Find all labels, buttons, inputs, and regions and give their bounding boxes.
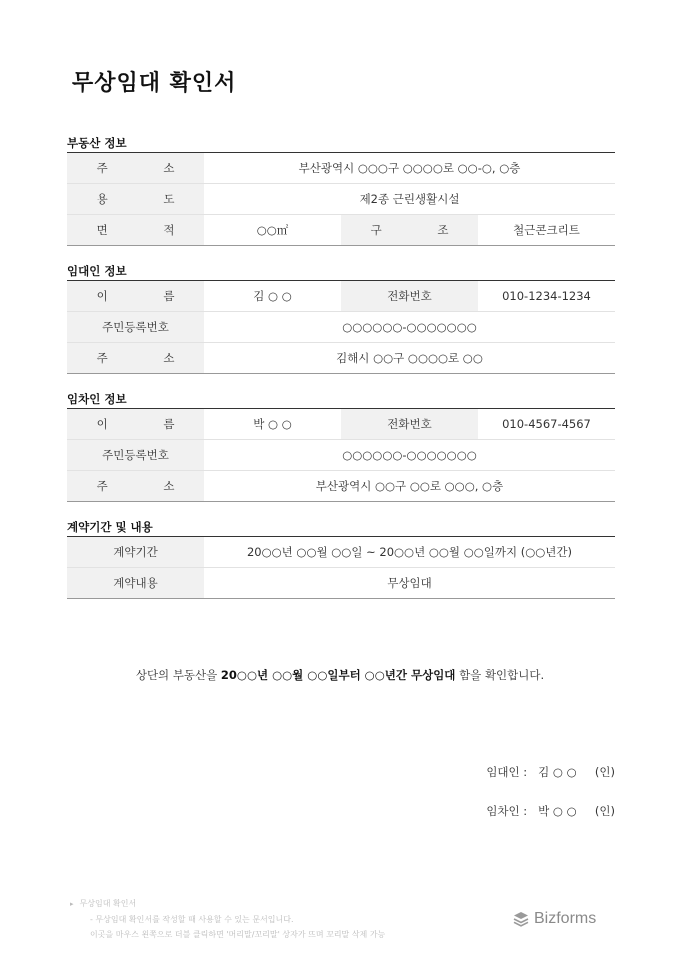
table-row <box>67 409 615 440</box>
confirmation-statement <box>0 667 680 683</box>
contract-table <box>67 536 615 599</box>
lessor-name-value: 김 ○ ○ <box>204 281 341 312</box>
lessee-address-label: 주 소 <box>67 471 204 502</box>
address-value: 부산광역시 ○○○구 ○○○○로 ○○-○, ○층 <box>204 153 615 184</box>
lessor-rrn-value: ○○○○○○-○○○○○○○ <box>204 312 615 343</box>
lessor-address-value: 김해시 ○○구 ○○○○로 ○○ <box>204 343 615 374</box>
lessee-section <box>67 390 615 502</box>
table-row <box>67 184 615 215</box>
lessee-name-value: 박 ○ ○ <box>204 409 341 440</box>
lessor-address-label: 주 소 <box>67 343 204 374</box>
lessee-phone-label: 전화번호 <box>341 409 478 440</box>
content-value: 무상임대 <box>204 568 615 599</box>
logo-text: Bizforms <box>534 910 597 927</box>
contract-heading: 계약기간 및 내용 <box>67 520 153 534</box>
lessor-phone-value: 010-1234-1234 <box>478 281 615 312</box>
triangle-bullet-icon: ▸ <box>70 900 74 908</box>
use-value: 제2종 근린생활시설 <box>204 184 615 215</box>
property-section <box>67 134 615 246</box>
lessor-heading: 임대인 정보 <box>67 264 127 278</box>
footer-line-3: 이곳을 마우스 왼쪽으로 더블 클릭하면 '머리말/꼬리말' 상자가 뜨며 꼬리말 삭제 가능 <box>90 930 386 939</box>
statement-prefix: 상단의 부동산을 <box>135 668 221 682</box>
lessee-name-label: 이 름 <box>67 409 204 440</box>
lessor-rrn-label: 주민등록번호 <box>67 312 204 343</box>
lessee-heading: 임차인 정보 <box>67 392 127 406</box>
bizforms-logo <box>512 910 596 928</box>
lessor-name-label: 이 름 <box>67 281 204 312</box>
area-label: 면 적 <box>67 215 204 246</box>
lessee-rrn-value: ○○○○○○-○○○○○○○ <box>204 440 615 471</box>
layers-icon <box>512 910 530 928</box>
lessee-signature: 임차인 : 박 ○ ○ (인) <box>486 804 615 818</box>
table-row <box>67 471 615 502</box>
statement-bold: 20○○년 ○○월 ○○일부터 ○○년간 무상임대 <box>220 668 456 682</box>
table-row <box>67 312 615 343</box>
area-value: ○○㎡ <box>204 215 341 246</box>
address-label: 주 소 <box>67 153 204 184</box>
lessee-address-value: 부산광역시 ○○구 ○○로 ○○○, ○층 <box>204 471 615 502</box>
lessee-rrn-label: 주민등록번호 <box>67 440 204 471</box>
lessee-phone-value: 010-4567-4567 <box>478 409 615 440</box>
lessor-signature: 임대인 : 김 ○ ○ (인) <box>486 765 615 779</box>
structure-value: 철근콘크리트 <box>478 215 615 246</box>
lessor-table <box>67 280 615 374</box>
statement-suffix: 함을 확인합니다. <box>455 668 545 682</box>
footer-line-2: - 무상임대 확인서를 작성할 때 사용할 수 있는 문서입니다. <box>90 915 294 924</box>
table-row <box>67 440 615 471</box>
content-label: 계약내용 <box>67 568 204 599</box>
table-row <box>67 343 615 374</box>
period-label: 계약기간 <box>67 537 204 568</box>
lessor-section <box>67 262 615 374</box>
use-label: 용 도 <box>67 184 204 215</box>
table-row <box>67 153 615 184</box>
document-title: 무상임대 확인서 <box>72 71 237 96</box>
table-row <box>67 568 615 599</box>
contract-section <box>67 518 615 599</box>
footer-line-1: 무상임대 확인서 <box>79 899 137 908</box>
structure-label: 구 조 <box>341 215 478 246</box>
table-row <box>67 537 615 568</box>
lessee-table <box>67 408 615 502</box>
period-value: 20○○년 ○○월 ○○일 ~ 20○○년 ○○월 ○○일까지 (○○년간) <box>204 537 615 568</box>
table-row <box>67 215 615 246</box>
footer-note[interactable] <box>70 896 385 942</box>
lessor-phone-label: 전화번호 <box>341 281 478 312</box>
property-heading: 부동산 정보 <box>67 136 127 150</box>
table-row <box>67 281 615 312</box>
property-table <box>67 152 615 246</box>
